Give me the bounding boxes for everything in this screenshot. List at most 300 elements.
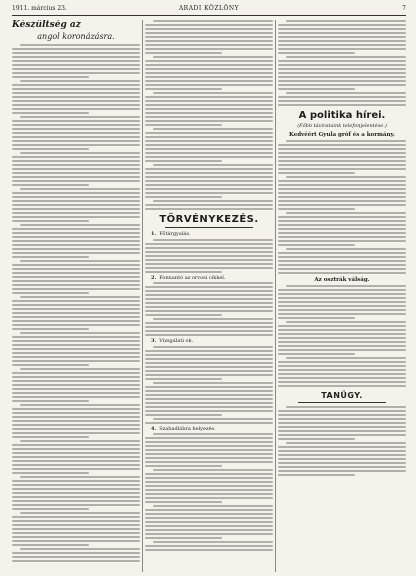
text-line — [145, 334, 273, 336]
text-line — [278, 52, 355, 54]
column-divider — [142, 20, 143, 572]
text-line — [12, 76, 89, 78]
column-divider — [275, 20, 276, 572]
text-line — [286, 406, 406, 408]
text-line — [278, 184, 406, 186]
text-line — [278, 317, 355, 319]
text-line — [12, 388, 140, 390]
text-line — [278, 474, 355, 476]
text-line — [278, 216, 406, 218]
text-line — [12, 528, 140, 530]
column-text — [278, 285, 406, 387]
text-line — [278, 36, 406, 38]
text-line — [145, 96, 273, 98]
text-line — [278, 272, 406, 274]
text-line — [145, 132, 273, 134]
text-line — [278, 462, 406, 464]
text-line — [278, 329, 406, 331]
text-line — [278, 236, 406, 238]
text-line — [12, 336, 140, 338]
text-line — [145, 286, 273, 288]
text-line — [278, 470, 406, 472]
text-line — [12, 268, 140, 270]
text-line — [12, 472, 89, 474]
text-line — [12, 100, 140, 102]
text-line — [12, 292, 89, 294]
text-line — [12, 304, 140, 306]
text-line — [145, 156, 273, 158]
text-line — [12, 416, 140, 418]
text-line — [12, 536, 140, 538]
text-line — [145, 251, 273, 253]
text-line — [286, 212, 406, 214]
text-line — [145, 116, 273, 118]
text-line — [145, 188, 273, 190]
text-line — [153, 282, 273, 284]
text-line — [145, 453, 273, 455]
text-line — [278, 337, 406, 339]
text-line — [12, 408, 140, 410]
text-line — [12, 136, 140, 138]
text-line — [145, 537, 222, 539]
text-line — [12, 272, 140, 274]
text-line — [12, 540, 140, 542]
page-number: 7 — [402, 5, 406, 12]
text-line — [12, 348, 140, 350]
text-line — [278, 232, 406, 234]
text-line — [20, 476, 140, 478]
text-line — [12, 428, 140, 430]
text-line — [12, 140, 140, 142]
text-line — [12, 308, 140, 310]
item-number: 3. — [151, 338, 157, 344]
text-line — [153, 346, 273, 348]
text-line — [145, 489, 273, 491]
text-line — [145, 302, 273, 304]
text-line — [145, 104, 273, 106]
text-line — [12, 112, 89, 114]
text-line — [20, 188, 140, 190]
text-line — [278, 68, 406, 70]
text-line — [20, 332, 140, 334]
text-line — [12, 196, 140, 198]
section-divider — [165, 227, 253, 228]
text-line — [145, 521, 273, 523]
text-line — [278, 410, 406, 412]
item-text: Vizsgálati ok. — [159, 338, 194, 344]
text-line — [278, 438, 355, 440]
text-line — [278, 144, 406, 146]
text-line — [145, 378, 222, 380]
item-text: Főtárgyalás. — [159, 231, 191, 237]
text-line — [278, 88, 355, 90]
text-line — [145, 100, 273, 102]
text-line — [145, 485, 273, 487]
text-line — [12, 460, 140, 462]
text-line — [12, 236, 140, 238]
section-title-torvenykezes: TÖRVÉNYKEZÉS. — [159, 214, 259, 225]
text-line — [153, 433, 273, 435]
text-line — [145, 374, 273, 376]
text-line — [278, 418, 406, 420]
page-header — [12, 4, 406, 16]
text-line — [153, 541, 273, 543]
text-line — [12, 372, 140, 374]
text-line — [12, 432, 140, 434]
text-line — [145, 461, 273, 463]
text-line — [278, 188, 406, 190]
item-number: 2. — [151, 274, 157, 281]
issue-date: 1911. március 23. — [12, 5, 67, 12]
section-title-politika: A politika hírei. — [298, 110, 386, 121]
text-line — [12, 104, 140, 106]
text-line — [145, 144, 273, 146]
item-number: 1. — [151, 231, 157, 237]
item-text: Szabadlábra helyezés. — [159, 425, 216, 432]
text-line — [20, 44, 140, 46]
text-line — [145, 124, 222, 126]
text-line — [145, 120, 273, 122]
text-line — [20, 440, 140, 442]
text-line — [278, 64, 406, 66]
text-line — [20, 296, 140, 298]
text-line — [145, 176, 273, 178]
text-line — [278, 313, 406, 315]
list-item — [151, 231, 273, 238]
text-line — [278, 168, 406, 170]
text-line — [12, 300, 140, 302]
text-line — [145, 32, 273, 34]
text-line — [278, 196, 406, 198]
text-line — [12, 200, 140, 202]
text-line — [286, 321, 406, 323]
text-line — [145, 545, 273, 547]
text-line — [12, 64, 140, 66]
text-line — [145, 36, 273, 38]
text-line — [12, 356, 140, 358]
text-line — [278, 268, 406, 270]
text-line — [12, 420, 140, 422]
section-title-tanugy: TANÜGY. — [321, 391, 363, 400]
text-line — [145, 533, 273, 535]
text-line — [12, 320, 140, 322]
text-line — [12, 496, 140, 498]
text-line — [278, 309, 406, 311]
text-line — [153, 20, 273, 22]
text-line — [12, 508, 89, 510]
text-line — [278, 76, 406, 78]
text-line — [278, 369, 406, 371]
text-line — [12, 364, 89, 366]
text-line — [145, 271, 222, 273]
text-line — [153, 128, 273, 130]
text-line — [278, 200, 406, 202]
text-line — [278, 172, 355, 174]
text-line — [278, 164, 406, 166]
text-line — [12, 520, 140, 522]
text-line — [12, 84, 140, 86]
text-line — [12, 464, 140, 466]
text-line — [12, 156, 140, 158]
text-line — [145, 140, 273, 142]
list-item — [151, 275, 273, 282]
text-line — [12, 128, 140, 130]
text-line — [12, 516, 140, 518]
text-line — [145, 529, 273, 531]
text-line — [145, 72, 273, 74]
text-line — [145, 386, 273, 388]
text-line — [12, 264, 140, 266]
text-line — [20, 116, 140, 118]
text-line — [145, 76, 273, 78]
text-line — [12, 380, 140, 382]
text-line — [153, 92, 273, 94]
text-line — [12, 248, 140, 250]
text-line — [145, 322, 273, 324]
text-line — [145, 394, 273, 396]
column-left — [12, 20, 140, 572]
text-line — [278, 24, 406, 26]
text-line — [145, 48, 273, 50]
text-line — [278, 180, 406, 182]
text-line — [12, 552, 140, 554]
text-line — [145, 24, 273, 26]
text-line — [278, 365, 406, 367]
column-middle — [145, 20, 273, 572]
text-line — [145, 112, 273, 114]
text-line — [286, 56, 406, 58]
text-line — [145, 160, 222, 162]
text-line — [145, 247, 273, 249]
text-line — [278, 32, 406, 34]
text-line — [12, 160, 140, 162]
text-line — [12, 436, 89, 438]
article-subhead: Az osztrák válság. — [314, 277, 370, 283]
text-line — [145, 497, 273, 499]
text-line — [12, 168, 140, 170]
text-line — [145, 44, 273, 46]
text-line — [278, 450, 406, 452]
column-text — [145, 433, 273, 551]
list-item — [151, 426, 273, 433]
text-line — [145, 108, 273, 110]
text-line — [12, 240, 140, 242]
text-line — [145, 259, 273, 261]
text-line — [278, 454, 406, 456]
text-line — [145, 168, 273, 170]
column-text — [278, 140, 406, 274]
text-line — [12, 216, 140, 218]
text-line — [12, 208, 140, 210]
text-line — [278, 353, 355, 355]
text-line — [145, 437, 273, 439]
text-line — [145, 525, 273, 527]
column-text — [145, 282, 273, 336]
text-line — [145, 493, 273, 495]
text-line — [12, 532, 140, 534]
text-line — [145, 184, 273, 186]
text-line — [12, 96, 140, 98]
column-text — [278, 406, 406, 476]
text-line — [145, 180, 273, 182]
text-line — [278, 48, 406, 50]
text-line — [278, 40, 406, 42]
text-line — [278, 244, 355, 246]
text-line — [20, 80, 140, 82]
text-line — [278, 297, 406, 299]
text-line — [145, 255, 273, 257]
text-line — [153, 318, 273, 320]
text-line — [12, 232, 140, 234]
text-line — [20, 224, 140, 226]
text-line — [145, 60, 273, 62]
text-line — [278, 84, 406, 86]
text-line — [12, 228, 140, 230]
text-line — [278, 434, 406, 436]
text-line — [278, 422, 406, 424]
text-line — [145, 80, 273, 82]
text-line — [286, 442, 406, 444]
text-line — [286, 92, 406, 94]
text-line — [145, 68, 273, 70]
text-line — [145, 477, 273, 479]
text-line — [12, 244, 140, 246]
text-line — [145, 513, 273, 515]
text-line — [145, 243, 273, 245]
text-line — [278, 60, 406, 62]
text-line — [145, 204, 273, 206]
text-line — [12, 400, 89, 402]
text-line — [12, 324, 140, 326]
text-line — [153, 56, 273, 58]
text-line — [278, 28, 406, 30]
text-line — [12, 220, 89, 222]
text-line — [278, 220, 406, 222]
text-line — [12, 360, 140, 362]
text-line — [12, 524, 140, 526]
column-text — [145, 20, 273, 210]
text-line — [145, 298, 273, 300]
text-line — [278, 260, 406, 262]
text-line — [145, 473, 273, 475]
text-line — [145, 326, 273, 328]
text-line — [12, 312, 140, 314]
text-line — [278, 373, 406, 375]
text-line — [278, 224, 406, 226]
text-line — [12, 68, 140, 70]
text-line — [153, 164, 273, 166]
column-text — [12, 44, 140, 562]
text-line — [145, 445, 273, 447]
text-line — [12, 488, 140, 490]
text-line — [278, 377, 406, 379]
text-line — [12, 412, 140, 414]
text-line — [278, 80, 406, 82]
article-subhead: Kedvéért Gyula gróf és a kormány. — [289, 132, 395, 138]
text-line — [278, 256, 406, 258]
text-line — [278, 341, 406, 343]
text-line — [145, 208, 273, 210]
text-line — [12, 132, 140, 134]
text-line — [12, 284, 140, 286]
text-line — [278, 156, 406, 158]
text-line — [145, 330, 273, 332]
text-line — [12, 452, 140, 454]
text-line — [153, 200, 273, 202]
text-line — [145, 465, 222, 467]
text-line — [153, 418, 273, 420]
text-line — [12, 180, 140, 182]
text-line — [278, 446, 406, 448]
text-line — [278, 349, 406, 351]
text-line — [145, 263, 273, 265]
text-line — [20, 404, 140, 406]
text-line — [12, 468, 140, 470]
text-line — [12, 192, 140, 194]
text-line — [12, 176, 140, 178]
text-line — [12, 500, 140, 502]
text-line — [12, 544, 89, 546]
text-line — [145, 549, 273, 551]
text-line — [145, 148, 273, 150]
text-line — [278, 458, 406, 460]
text-line — [12, 72, 140, 74]
text-line — [286, 285, 406, 287]
section-note: (Főbb távirataink telefonjelentése.) — [297, 123, 387, 129]
text-line — [278, 385, 406, 387]
text-line — [278, 104, 406, 106]
text-line — [145, 517, 273, 519]
text-line — [12, 392, 140, 394]
text-line — [12, 448, 140, 450]
text-line — [278, 240, 406, 242]
text-line — [153, 239, 273, 241]
text-line — [145, 441, 273, 443]
text-line — [278, 466, 406, 468]
text-line — [12, 288, 140, 290]
text-line — [12, 344, 140, 346]
text-line — [278, 228, 406, 230]
text-line — [145, 509, 273, 511]
text-line — [278, 293, 406, 295]
text-line — [12, 492, 140, 494]
text-line — [12, 108, 140, 110]
text-line — [145, 370, 273, 372]
text-line — [145, 406, 273, 408]
text-line — [278, 305, 406, 307]
text-line — [278, 160, 406, 162]
text-line — [12, 556, 140, 558]
text-line — [145, 314, 222, 316]
text-line — [286, 140, 406, 142]
text-line — [12, 352, 140, 354]
text-line — [12, 480, 140, 482]
text-line — [12, 212, 140, 214]
text-line — [12, 120, 140, 122]
text-line — [12, 560, 140, 562]
text-line — [12, 52, 140, 54]
text-line — [145, 402, 273, 404]
text-line — [20, 152, 140, 154]
text-line — [145, 390, 273, 392]
section-divider — [298, 402, 386, 403]
text-line — [20, 512, 140, 514]
text-line — [145, 366, 273, 368]
text-line — [286, 20, 406, 22]
text-line — [145, 196, 222, 198]
text-line — [145, 449, 273, 451]
text-line — [12, 144, 140, 146]
